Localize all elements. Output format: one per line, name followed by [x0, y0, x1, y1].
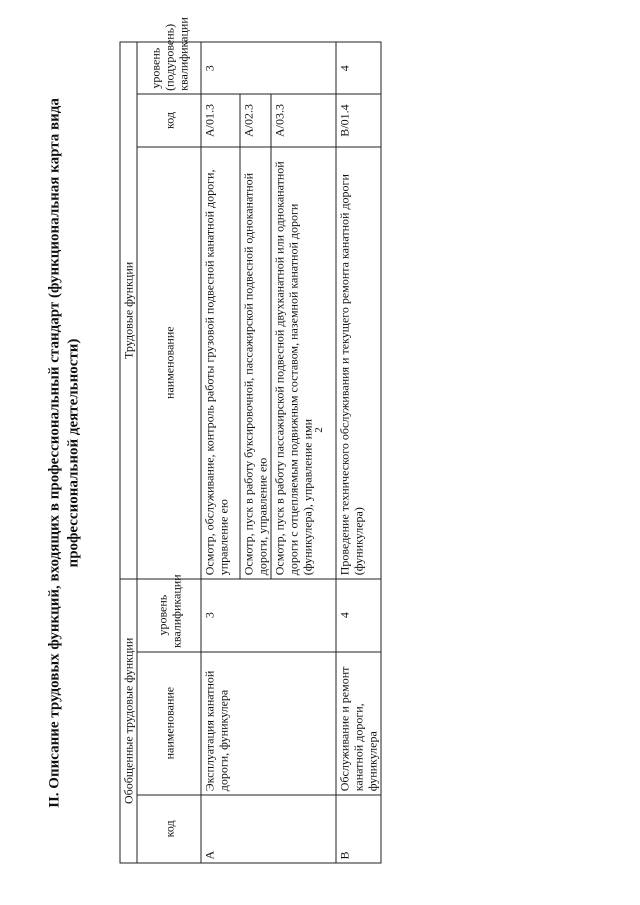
header-labor-functions: Трудовые функции [120, 42, 137, 579]
header-level: уровень квалификации [137, 578, 201, 651]
function-level-cell: 4 [336, 42, 381, 94]
section-title [45, 40, 83, 865]
header-function-code: код [137, 94, 201, 146]
header-name: наименование [137, 651, 201, 794]
section-title-line-2: профессиональной деятельности) [65, 338, 81, 567]
function-level-cell: 3 [201, 42, 336, 94]
header-function-level: уровень (подуровень) квалификации [137, 42, 201, 94]
header-function-name: наименование [137, 146, 201, 578]
generalized-level-cell: 4 [336, 578, 381, 651]
table-row [336, 42, 381, 863]
function-code-cell: A/03.3 [271, 94, 336, 146]
section-title-line-1: II. Описание трудовых функций, входящих в профессиональный стандарт (функциональная карта вида [46, 97, 62, 808]
function-name-cell: Осмотр, пуск в работу буксировочной, пассажирской подвесной одноканатной дороги, управление ею [240, 146, 271, 578]
generalized-name-cell: Обслуживание и ремонт канатной дороги, фуникулера [336, 651, 381, 794]
generalized-name-cell: Эксплуатация канатной дороги, фуникулера [201, 651, 336, 794]
generalized-code-cell: A [201, 794, 336, 862]
function-name-cell: Осмотр, пуск в работу пассажирской подвесной двухканатной или одноканатной дороги с отцепляемым подвижным составом, наземной канатной дороги (фуникулера), управление ими [271, 146, 336, 578]
function-code-cell: B/01.4 [336, 94, 381, 146]
function-name-cell: Осмотр, обслуживание, контроль работы грузовой подвесной канатной дороги, управление ею [201, 146, 240, 578]
function-code-cell: A/02.3 [240, 94, 271, 146]
function-name-cell: Проведение технического обслуживания и текущего ремонта канатной дороги (фуникулера) [336, 146, 381, 578]
header-code: код [137, 794, 201, 862]
rotated-page-content [45, 16, 595, 865]
function-code-cell: A/01.3 [201, 94, 240, 146]
table-row [201, 42, 240, 863]
header-generalized-functions: Обобщенные трудовые функции [120, 578, 137, 862]
generalized-level-cell: 3 [201, 578, 336, 651]
generalized-code-cell: B [336, 794, 381, 862]
functional-map-table [119, 16, 381, 863]
page-number: 2 [313, 427, 325, 433]
